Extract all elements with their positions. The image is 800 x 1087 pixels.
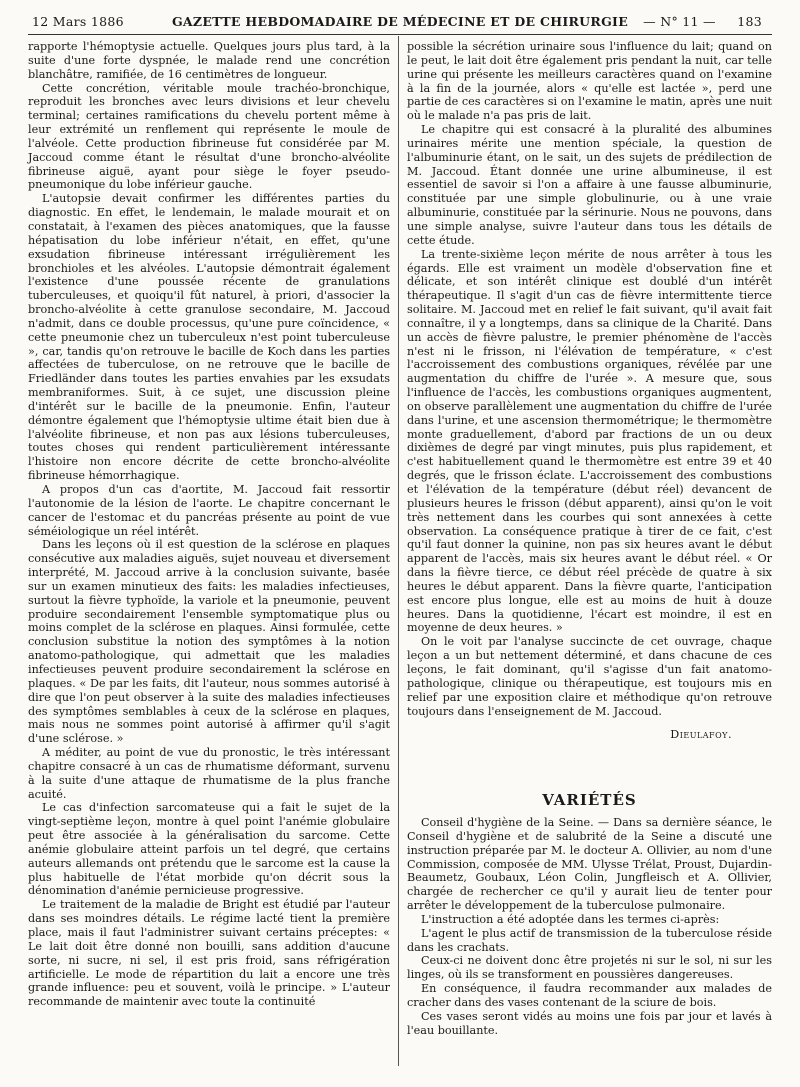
right-column: [407, 40, 772, 1038]
header-date: 12 Mars 1886: [32, 14, 124, 29]
header-page: 183: [737, 14, 762, 29]
signature: Dieulafoy.: [670, 728, 732, 742]
column-divider: [398, 36, 399, 1066]
paragraph: Cette concrétion, véritable moule trachéo-bronchique, reproduit les bronches avec leurs divisions et leur chevelu terminal; certaines ramifications du chevelu portent même à leur extrémité un renflement qui représente le moule de l'alvéole. Cette production fibrineuse fut considérée par M. Jaccoud comme étant le résultat d'une broncho-alvéolite fibrineuse aiguë, ayant pour siège le foyer pseudo-pneumonique du lobe inférieur gauche.: [28, 81, 390, 192]
paragraph: A méditer, au point de vue du pronostic, le très intéressant chapitre consacré à un cas de rhumatisme déformant, survenu à la suite d'une attaque de rhumatisme de la plus franche acuité.: [28, 746, 390, 801]
header-number-page: [643, 14, 762, 29]
paragraph: Le cas d'infection sarcomateuse qui a fait le sujet de la vingt-septième leçon, montre à quel point l'anémie globulaire peut être associée à la généralisation du sarcome. Cette anémie globulaire atteint parfois un tel degré, que certains auteurs allemands ont prétendu que le sarcome est la cause la plus habituelle de l'état morbide qu'on décrit sous la dénomination d'anémie pernicieuse progressive.: [28, 801, 390, 898]
paragraph: L'instruction a été adoptée dans les termes ci-après:: [421, 912, 720, 926]
paragraph: Ceux-ci ne doivent donc être projetés ni sur le sol, ni sur les linges, où ils se transforment en poussières dangereuses.: [407, 954, 772, 982]
paragraph: L'agent le plus actif de transmission de la tuberculose réside dans les crachats.: [407, 926, 772, 954]
paragraph: rapporte l'hémoptysie actuelle. Quelques jours plus tard, à la suite d'une forte dyspnée, le malade rend une concrétion blanchâtre, ramifiée, de 16 centimètres de longueur.: [28, 40, 390, 81]
paragraph: Conseil d'hygiène de la Seine. — Dans sa dernière séance, le Conseil d'hygiène et de salubrité de la Seine a discuté une instruction préparée par M. le docteur A. Ollivier, au nom d'une Commission, composée de MM. Ulysse Trélat, Proust, Dujardin-Beaumetz, Goubaux, Léon Colin, Jungfleisch et A. Ollivier, chargée de rechercher ce qu'il y aurait lieu de tenter pour arrêter le développement de la tuberculose pulmonaire.: [407, 816, 772, 913]
page-header: [28, 14, 772, 32]
paragraph: On le voit par l'analyse succincte de cet ouvrage, chaque leçon a un but nettement déterminé, et dans chacune de ces leçons, le fait dominant, qu'il s'agisse d'un fait anatomo-pathologique, clinique ou thérapeutique, est toujours mis en relief par une exposition claire et méthodique qu'on retrouve toujours dans l'enseignement de M. Jaccoud.: [407, 635, 772, 718]
paragraph: Le chapitre qui est consacré à la pluralité des albumines urinaires mérite une mention spéciale, la question de l'albuminurie étant, on le sait, un des sujets de prédilection de M. Jaccoud. Étant donnée une urine albumineuse, il est essentiel de savoir si l'on a affaire à une fausse albuminurie, constituée par une simple globulinurie, ou à une vraie albuminurie, constituée par la sérinurie. Nous ne pouvons, dans une simple analyse, suivre l'auteur dans tous les détails de cette étude.: [407, 123, 772, 247]
section-title-varietes: VARIÉTÉS: [542, 791, 637, 810]
header-number: — N° 11 —: [643, 14, 716, 29]
paragraph: Le traitement de la maladie de Bright est étudié par l'auteur dans ses moindres détails. Le régime lacté tient la première place, mais il faut l'administrer suivant certains préceptes: « Le lait doit être donné non bouilli, sans addition d'aucune sorte, ni sucre, ni sel, il est pris froid, sans réfrigération artificielle. Le mode de répartition du lait a encore une très grande influence: peu et souvent, voilà le principe. » L'auteur recommande de maintenir avec toute la continuité: [28, 898, 390, 1009]
left-column: [28, 40, 390, 1009]
paragraph: L'autopsie devait confirmer les différentes parties du diagnostic. En effet, le lendemain, le malade mourait et on constatait, à l'examen des pièces anatomiques, que la fausse hépatisation du lobe inférieur n'était, en effet, qu'une exsudation fibrineuse intéressant irrégulièrement les bronchioles et les alvéoles. L'autopsie démontrait également l'existence d'une poussée récente de granulations tuberculeuses, et quoiqu'il fût naturel, à priori, d'associer la broncho-alvéolite à cette granulose secondaire, M. Jaccoud n'admit, dans ce double processus, qu'une pure coïncidence, « cette pneumonie chez un tuberculeux n'est point tuberculeuse », car, tandis qu'on retrouve le bacille de Koch dans les parties affectées de tuberculose, on ne retrouve que le bacille de Friedländer dans toutes les parties envahies par les exsudats membraniformes. Suit, à ce sujet, une discussion pleine d'intérêt sur le bacille de la pneumonie. Enfin, l'auteur démontre également que l'hémoptysie ultime était bien due à l'alvéolite fibrineuse, et non pas aux lésions tuberculeuses, toutes choses qui rendent particulièrement intéressante l'histoire non encore décrite de cette broncho-alvéolite fibrineuse hémorrhagique.: [28, 192, 390, 483]
paragraph: possible la sécrétion urinaire sous l'influence du lait; quand on le peut, le lait doit être également pris pendant la nuit, car telle urine qui présente les meilleurs caractères quand on l'examine à la fin de la journée, alors « qu'elle est lactée », perd une partie de ces caractères si on l'examine le matin, après une nuit où le malade n'a pas pris de lait.: [407, 40, 772, 123]
paragraph: La trente-sixième leçon mérite de nous arrêter à tous les égards. Elle est vraiment un modèle d'observation fine et délicate, et son intérêt clinique est doublé d'un intérêt thérapeutique. Il s'agit d'un cas de fièvre intermittente tierce solitaire. M. Jaccoud met en relief le fait suivant, qu'il avait fait connaître, il y a longtemps, dans sa clinique de la Charité. Dans un accès de fièvre palustre, le premier phénomène de l'accès n'est ni le frisson, ni l'élévation de température, « c'est l'accroissement des combustions organiques, révélée par une augmentation du chiffre de l'urée ». A mesure que, sous l'influence de l'accès, les combustions organiques augmentent, on observe parallèlement une augmentation du chiffre de l'urée dans l'urine, et une ascension thermométrique; le thermomètre monte graduellement, d'abord par fractions de un ou deux dixièmes de degré par vingt minutes, puis plus rapidement, et c'est habituellement quand le thermomètre est entre 39 et 40 degrés, que le frisson éclate. L'accroissement des combustions et l'élévation de la température (début réel) devancent de plusieurs heures le frisson (début apparent), ainsi qu'on le voit très nettement dans les courbes qui sont annexées à cette observation. La conséquence pratique à tirer de ce fait, c'est qu'il faut donner la quinine, non pas six heures avant le début apparent de l'accès, mais six heures avant le début réel. « Or dans la fièvre tierce, ce début réel précède de quatre à six heures le début apparent. Dans la fièvre quarte, l'anticipation est encore plus longue, elle est au moins de huit à douze heures. Dans la quotidienne, l'écart est moindre, il est en moyenne de deux heures. »: [407, 247, 772, 635]
header-rule: [28, 34, 772, 35]
header-title: GAZETTE HEBDOMADAIRE DE MÉDECINE ET DE CHIRURGIE: [171, 14, 629, 29]
paragraph: En conséquence, il faudra recommander aux malades de cracher dans des vases contenant de la sciure de bois.: [407, 982, 772, 1009]
paragraph: A propos d'un cas d'aortite, M. Jaccoud fait ressortir l'autonomie de la lésion de l'aorte. Le chapitre concernant le cancer de l'estomac et du pancréas présente au point de vue séméiologique un réel intérêt.: [28, 483, 390, 538]
paragraph: Ces vases seront vidés au moins une fois par jour et lavés à l'eau bouillante.: [407, 1009, 772, 1037]
paragraph: Dans les leçons où il est question de la sclérose en plaques consécutive aux maladies aiguës, sujet nouveau et diversement interprété, M. Jaccoud arrive à la conclusion suivante, basée sur un examen minutieux des faits: les maladies infectieuses, surtout la fièvre typhoïde, la variole et la pneumonie, peuvent produire secondairement l'ensemble symptomatique plus ou moins complet de la sclérose en plaques. Ainsi formulée, cette conclusion substitue la notion des symptômes à la notion anatomo-pathologique, qui admettait que les maladies infectieuses peuvent produire secondairement la sclérose en plaques. « De par les faits, dit l'auteur, nous sommes autorisé à dire que l'on peut observer à la suite des maladies infectieuses des symptômes semblables à ceux de la sclérose en plaques, mais nous ne sommes point autorisé à affirmer qu'il s'agit d'une sclérose. »: [28, 538, 390, 746]
